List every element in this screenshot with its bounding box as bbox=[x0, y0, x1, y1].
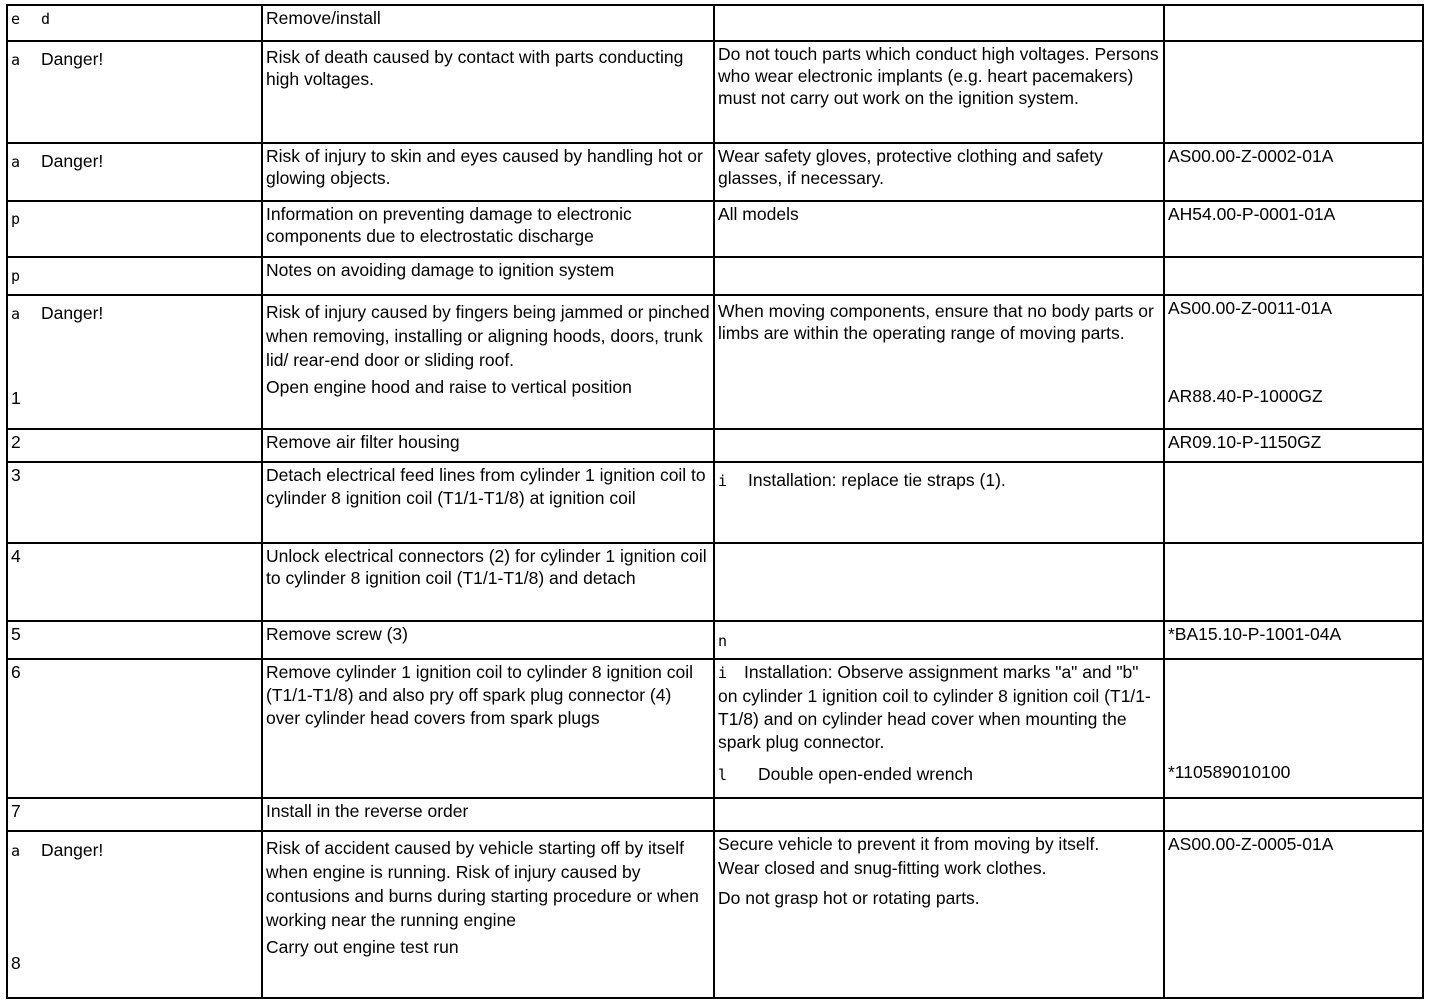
table-row bbox=[7, 201, 1423, 257]
table-row bbox=[7, 543, 1423, 621]
danger-icon: a bbox=[11, 305, 21, 323]
document-reference[interactable]: AH54.00-P-0001-01A bbox=[1168, 204, 1336, 224]
remedy-text: Do not grasp hot or rotating parts. bbox=[718, 888, 980, 908]
info-icon: p bbox=[11, 210, 21, 228]
remedy-text: Wear closed and snug-fitting work clothes. bbox=[718, 858, 1047, 878]
info-icon: i bbox=[718, 472, 728, 490]
tightening-torque-icon: n bbox=[718, 632, 728, 650]
table-row bbox=[7, 295, 1423, 429]
note-text: Notes on avoiding damage to ignition system bbox=[266, 260, 615, 280]
danger-label: Danger! bbox=[41, 151, 104, 171]
warning-text: Risk of accident caused by vehicle starting off by itself when engine is running. Risk of injury caused by contusions and burns during starting procedure or when working near the running engine bbox=[266, 838, 699, 930]
danger-label: Danger! bbox=[41, 303, 104, 323]
warning-text: Risk of injury to skin and eyes caused by handling hot or glowing objects. bbox=[266, 146, 703, 188]
remedy-text: Wear safety gloves, protective clothing and safety glasses, if necessary. bbox=[718, 146, 1103, 188]
info-icon: i bbox=[718, 664, 728, 682]
document-reference[interactable]: AS00.00-Z-0005-01A bbox=[1168, 834, 1334, 854]
table-row bbox=[7, 257, 1423, 295]
step-number: 5 bbox=[11, 624, 21, 644]
step-text: Detach electrical feed lines from cylinder 1 ignition coil to cylinder 8 ignition coil (T1/1-T1/8) at ignition coil bbox=[266, 465, 706, 508]
table-row bbox=[7, 831, 1423, 998]
step-text: Remove air filter housing bbox=[266, 432, 460, 452]
step-number: 2 bbox=[11, 432, 21, 452]
table-row bbox=[7, 143, 1423, 201]
document-reference[interactable]: *BA15.10-P-1001-04A bbox=[1168, 624, 1342, 644]
step-text: Remove screw (3) bbox=[266, 624, 408, 644]
step-number: 1 bbox=[11, 388, 21, 408]
document-reference[interactable]: AS00.00-Z-0011-01A bbox=[1168, 298, 1333, 318]
document-reference[interactable]: AS00.00-Z-0002-01A bbox=[1168, 146, 1334, 166]
table-row bbox=[7, 5, 1423, 41]
table-row bbox=[7, 429, 1423, 462]
step-number: 8 bbox=[11, 953, 21, 973]
warning-text: Risk of injury caused by fingers being jammed or pinched when removing, installing or aligning hoods, doors, trunk lid/ rear-end door or sliding roof. bbox=[266, 302, 710, 370]
remedy-text: All models bbox=[718, 204, 799, 224]
danger-label: Danger! bbox=[41, 49, 104, 69]
table-row bbox=[7, 462, 1423, 543]
symbol: d bbox=[41, 10, 51, 28]
info-icon: p bbox=[11, 267, 21, 285]
table-row bbox=[7, 621, 1423, 659]
danger-icon: a bbox=[11, 51, 21, 69]
tool-part-number[interactable]: *110589010100 bbox=[1168, 762, 1291, 782]
danger-icon: a bbox=[11, 153, 21, 171]
danger-icon: a bbox=[11, 842, 21, 860]
step-number: 7 bbox=[11, 801, 21, 821]
tool-name: Double open-ended wrench bbox=[758, 764, 974, 784]
document-reference[interactable]: AR09.10-P-1150GZ bbox=[1168, 432, 1322, 452]
step-number: 6 bbox=[11, 662, 21, 682]
step-text: Carry out engine test run bbox=[266, 937, 459, 957]
remedy-text: When moving components, ensure that no body parts or limbs are within the operating range of moving parts. bbox=[718, 301, 1154, 343]
danger-label: Danger! bbox=[41, 840, 104, 860]
step-text: Open engine hood and raise to vertical position bbox=[266, 377, 632, 397]
note-text: Information on preventing damage to electronic components due to electrostatic discharge bbox=[266, 204, 632, 246]
step-text: Unlock electrical connectors (2) for cylinder 1 ignition coil to cylinder 8 ignition coil (T1/1-T1/8) and detach bbox=[266, 546, 707, 588]
table-row bbox=[7, 659, 1423, 798]
warning-text: Risk of death caused by contact with parts conducting high voltages. bbox=[266, 47, 684, 89]
document-reference[interactable]: AR88.40-P-1000GZ bbox=[1168, 386, 1323, 406]
step-text: Install in the reverse order bbox=[266, 801, 469, 821]
remedy-text: Installation: replace tie straps (1). bbox=[748, 470, 1006, 490]
tool-icon: l bbox=[718, 766, 728, 784]
table-row bbox=[7, 798, 1423, 831]
step-number: 3 bbox=[11, 465, 21, 485]
table-row bbox=[7, 41, 1423, 143]
procedure-table bbox=[6, 4, 1424, 999]
remedy-text: Do not touch parts which conduct high voltages. Persons who wear electronic implants (e.g. heart pacemakers) must not carry out work on the ignition system. bbox=[718, 44, 1159, 108]
step-text: Remove cylinder 1 ignition coil to cylinder 8 ignition coil (T1/1-T1/8) and also pry off spark plug connector (4) over cylinder head covers from spark plugs bbox=[266, 662, 694, 728]
remedy-text: Secure vehicle to prevent it from moving by itself. bbox=[718, 834, 1100, 854]
symbol: e bbox=[11, 10, 21, 28]
section-title: Remove/install bbox=[266, 8, 381, 28]
remedy-text: Installation: Observe assignment marks "a" and "b" on cylinder 1 ignition coil to cylinder 8 ignition coil (T1/1-T1/8) and on cylinder head cover when mounting the spark plug connector. bbox=[718, 662, 1151, 752]
step-number: 4 bbox=[11, 546, 21, 566]
